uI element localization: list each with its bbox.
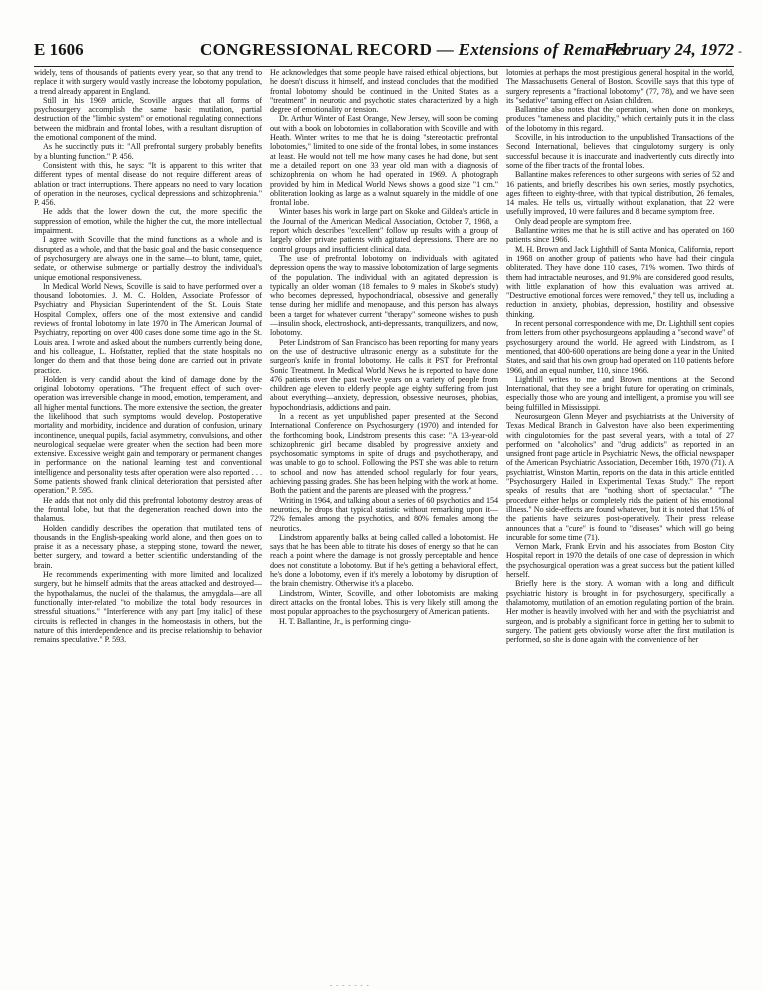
running-header xyxy=(34,40,742,64)
text-columns xyxy=(34,68,734,974)
page-footer: - - - - - - - xyxy=(330,981,370,989)
paragraph: Only dead people are symptom free. xyxy=(515,216,632,226)
paragraph: In recent personal correspondence with me, Dr. Lighthill sent copies from letters from other psychosurgeons applauding a "second wave" of psychosurgery around the world. He agreed with Lindstrom, as I mentioned, that 400-600 operations are being done a year in the United States, and said that his own group had operated on 110 patients before 1966, and an equal number, 110, since 1966. xyxy=(506,319,734,375)
paragraph: Lindstrom apparently balks at being called called a lobotomist. He says that he has been able to titrate his doses of energy so that he can reach a point where the damage is not grossly perceptable and hence does not constitute a lobotomy. But if he's getting a behavioral effect, he's done a lobotomy, even if it's merely a lobotomy by disruption of the brain chemistry. Otherwise it's a placebo. xyxy=(270,532,498,589)
column-middle xyxy=(270,68,498,974)
paragraph: Peter Lindstrom of San Francisco has been reporting for many years on the use of destructive ultrasonic energy as a substitute for the surgeon's knife in frontal lobotomy. He calls it PST for Prefrontal Sonic Treatment. In Medical World News he is reported to have done 476 patients over the past twelve years on a variety of people from children age eleven to elderly people age eighty suffering from just about everything—anxiety, depression, obsessive neuroses, phobias, hypochondriasis, addictions and pain. xyxy=(270,337,498,412)
paragraph: Consistent with this, he says: "It is apparent to this writer that different types of mental disease do not require different areas of ablation or tract interruptions. There appears no need to vary location of operation in the neuroses, cyclical depressions and schizophrenia." P. 456. xyxy=(34,160,262,208)
paragraph: Ballantine also notes that the operation, when done on monkeys, produces "tameness and placidity," which certainly puts it in the class of the lobotomy in this regard. xyxy=(506,105,734,133)
paragraph: As he succinctly puts it: "All prefrontal surgery probably benefits by a blunting function." P. 456. xyxy=(34,142,262,161)
publication-name: CONGRESSIONAL RECORD — xyxy=(200,40,455,59)
paragraph: I agree with Scoville that the mind functions as a whole and is disrupted as a whole, and that the basic goal and the basic consequence of psychosurgery are always one in the same—to blunt, tame, quiet, sedate, or otherwise submerge or partially destroy the individual's unique emotional responsiveness. xyxy=(34,235,262,282)
paragraph: He acknowledges that some people have raised ethical objections, but he doesn't discuss it himself, and instead concludes that the modified frontal lobotomy should be continued in the United States as a "treatment" in neurotic and psychotic states characterized by a high degree of emotionality or tension. xyxy=(270,68,498,115)
paragraph: M. H. Brown and Jack Lighthill of Santa Monica, California, report in 1968 on another group of patients who have had their cingula obliterated. They have done 110 cases, 71% women. Two thirds of them had intractable neuroses, and 91.9% are considered good results, with little explanation of how this evaluation was arrived at. "Destructive emotional forces were removed," they tell us, including a reduction in anxiety, phobias, depression, hostility and obsessive thinking. xyxy=(506,244,734,319)
paragraph: He recommends experimenting with more limited and localized surgery, but he himself admits that the areas attacked and destroyed—the hypothalamus, the nuclei of the thalamus, the amygdala—are all functionally inter-related "to mobilize the total body resources in stressful situations." "Interference with any part [my italic] of these circuits is reflected in changes in the homeostasis in others, but the nature of this interdependence and its precise relationship to behavior remains speculative." P. 593. xyxy=(34,570,262,645)
paragraph: widely, tens of thousands of patients every year, so that any trend to replace it with surgery would vastly increase the lobotomy population, a trend already apparent in England. xyxy=(34,68,262,96)
paragraph: Still in his 1969 article, Scoville argues that all forms of psychosurgery accomplish the same basic mutilation, partial destruction of the "limbic system" or emotional regulating connections between the midbrain and frontal lobes, with a resultant disruption of the emotional component of the mind. xyxy=(34,95,262,143)
paragraph: Writing in 1964, and talking about a series of 60 psychotics and 154 neurotics, he drops that typical statistic without remarking upon it—72% females among the psychotics, and 80% females among the neurotics. xyxy=(270,495,498,533)
paragraph: In Medical World News, Scoville is said to have performed over a thousand lobotomies. J. M. C. Holden, Associate Professor of Psychiatry and Physician Superintendent of the St. Louis State Hospital Complex, offers one of the most extensive and candid reviews of frontal lobotomy in late 1970 in The American Journal of Psychiatry, reporting on over 400 cases done some time ago in the St. Louis area. I wrote and asked about the numbers currently being done, and his colleague, L. Hofstatter, replied that the state hospitals no longer do them and that those being done are carried out in private practice. xyxy=(34,281,262,375)
page-number: E 1606 xyxy=(34,40,84,59)
paragraph: Scoville, in his introduction to the unpublished Transactions of the Second International, believes that cingulotomy surgery is only successful because it is inaccurate and inadvertently cuts directly into some of the fiber tracts of the frontal lobes. xyxy=(506,133,734,170)
paragraph: He adds that not only did this prefrontal lobotomy destroy areas of the frontal lobe, but that the degeneration reached down into the thalamus. xyxy=(34,495,262,524)
column-right xyxy=(506,68,734,974)
paragraph: Ballantine makes references to other surgeons with series of 52 and 16 patients, and briefly describes his own series, mostly psychotics, ages fifteen to eighty-three, with that typical distribution, 26 females, 14 males. He tells us, virtually without explanation, that 22 were usefully improved, 10 were failures and 8 became symptom free. xyxy=(506,170,734,217)
issue-date: February 24, 1972 xyxy=(604,40,734,59)
paragraph: H. T. Ballantine, Jr., is performing cingu- xyxy=(279,616,411,626)
paragraph: In a recent as yet unpublished paper presented at the Second International Conference on Psychosurgery (1970) and intended for the forthcoming book, Lindstrom presents this case: "A 13-year-old schizophrenic girl became disabled by progressive anxiety and psychosomatic symptoms in spite of drugs and psychotherapy, and was unable to go to school. Following the PST she was able to return to school and now has attended school regularly for four years, achieving passing grades. She has been helping with the work at home. Both the patient and the parents are pleased with the progress." xyxy=(270,411,498,496)
paragraph: Neurosurgeon Glenn Meyer and psychiatrists at the University of Texas Medical Branch in Galveston have also been experimenting with cingulotomies for the past several years, with a total of 27 performed on "alcoholics" and "drug addicts" as reported in an unsigned front page article in Psychiatric News, the official newspaper of the American Psychiatric Association, December 16th, 1970 (71). A psychiatrist, Winston Martin, reports on the data in this article entitled "Psychosurgery Hailed in Experimental Texas Study." The report speaks of results that are "nothing short of spectacular." "The procedure either helps or completely rids the patient of his emotional illness." No side-effects are found whatever, but it is noted that 15% of the patients have seizures post-operatively. Their press release announces that a "cure" is found to "diseases" which will go being incurable for some time (71). xyxy=(506,411,734,542)
section-name: Extensions of Remarks xyxy=(458,40,628,59)
paragraph: He adds that the lower down the cut, the more specific the suppression of emotion, while the higher the cut, the more intellectual impairment. xyxy=(34,207,262,236)
paragraph: Ballantine writes me that he is still active and has operated on 160 patients since 1966. xyxy=(506,226,734,245)
paragraph: Holden candidly describes the operation that mutilated tens of thousands in the English-speaking world alone, and then goes on to praise it as a necessary phase, a stepping stone, toward the newer, better surgery, and toward a better scientific understanding of the brain. xyxy=(34,523,262,570)
paragraph: Vernon Mark, Frank Ervin and his associates from Boston City Hospital report in 1970 the details of one case of depression in which the psychosurgical operation was a great success but the patient killed herself. xyxy=(506,542,734,580)
paragraph: Lighthill writes to me and Brown mentions at the Second International, that they see a bright future for operating on criminals, especially those who are young and intelligent, a promise you will see being fulfilled in Mississippi. xyxy=(506,374,734,412)
paragraph: Briefly here is the story. A woman with a long and difficult psychiatric history is brought in for psychosurgery, specifically a thalamotomy, mutilation of an emotion regulating portion of the brain. Her mother is heavily involved with her and with the psychiatrist and surgeon, and is probably a significant force in getting her to submit to surgery. The patient gets obviously worse after the first mutilation is performed, so she is done again with the convenience of her xyxy=(506,579,734,645)
margin-mark: ‑ xyxy=(738,44,742,58)
header-rule xyxy=(34,66,734,67)
publication-title xyxy=(200,40,627,60)
paragraph: Holden is very candid about the kind of damage done by the original lobotomy operations. "The frequent effect of such over-operation was irreversible change in mood, emotion, temperament, and all higher mental functions. The more extensive the section, the greater the likelihood that such symptoms would develop. Postoperative mortality and morbidity, incidence and duration of confusion, urinary incontinence, unequal pupils, facial asymmetry, convulsions, and other neurological sequelae were greater when the section had been more extensive. Excessive weight gain and temporary or permanent changes in performance on the national learning test and conventional intelligence and personality tests after operation were also reported . . . Some patients showed frank clinical deterioration that persisted after operation." P. 595. xyxy=(34,374,262,496)
column-left xyxy=(34,68,262,974)
paragraph: Dr. Arthur Winter of East Orange, New Jersey, will soon be coming out with a book on lobotomies in collaboration with Scoville and with Heath. Winter writes to me that he is doing "stereotactic prefrontal lobotomies," limited to one side of the frontal lobes, in some instances at least. He would not tell me how many cases he had done, but sent me a detailed report on one 33 year old man with a diagnosis of schizophrenia on whom he had operated in 1969. A photograph provided by him in Medical World News shows a good size "1 cm." obliteration looking as large as a walnut squarely in the middle of one frontal lobe. xyxy=(270,114,498,208)
paragraph: lotomies at perhaps the most prestigious general hospital in the world, The Massachusetts General of Boston. Scoville says that this type of surgery represents a "fractional lobotomy" (77, 78), and we have seen its "sedative" taming effect on Asian children. xyxy=(506,68,734,105)
paragraph: The use of prefrontal lobotomy on individuals with agitated depression opens the way to massive lobotomization of large segments of the population. The individual with an agitated depression is typically an older woman (18 females to 9 males in Skobe's study) who becomes depressed, hypochondriacal, obsessive and generally tense during her midlife and menopause, and this person has always been a target for whatever current "therapy" someone wishes to push—insulin shock, electroshock, anti-depressants, tranquilizers, and now, lobotomy. xyxy=(270,253,498,338)
paragraph: Winter bases his work in large part on Skoke and Gildea's article in the Journal of the American Medical Association, October 7, 1968, a report which describes "excellent" follow up results with a group of largely older private patients with agitated depressions. There are no control groups and insufficient clinical data. xyxy=(270,207,498,254)
paragraph: Lindstrom, Winter, Scoville, and other lobotomists are making direct attacks on the frontal lobes. This is very likely still among the most popular approaches to the psychosurgery of American patients. xyxy=(270,588,498,617)
